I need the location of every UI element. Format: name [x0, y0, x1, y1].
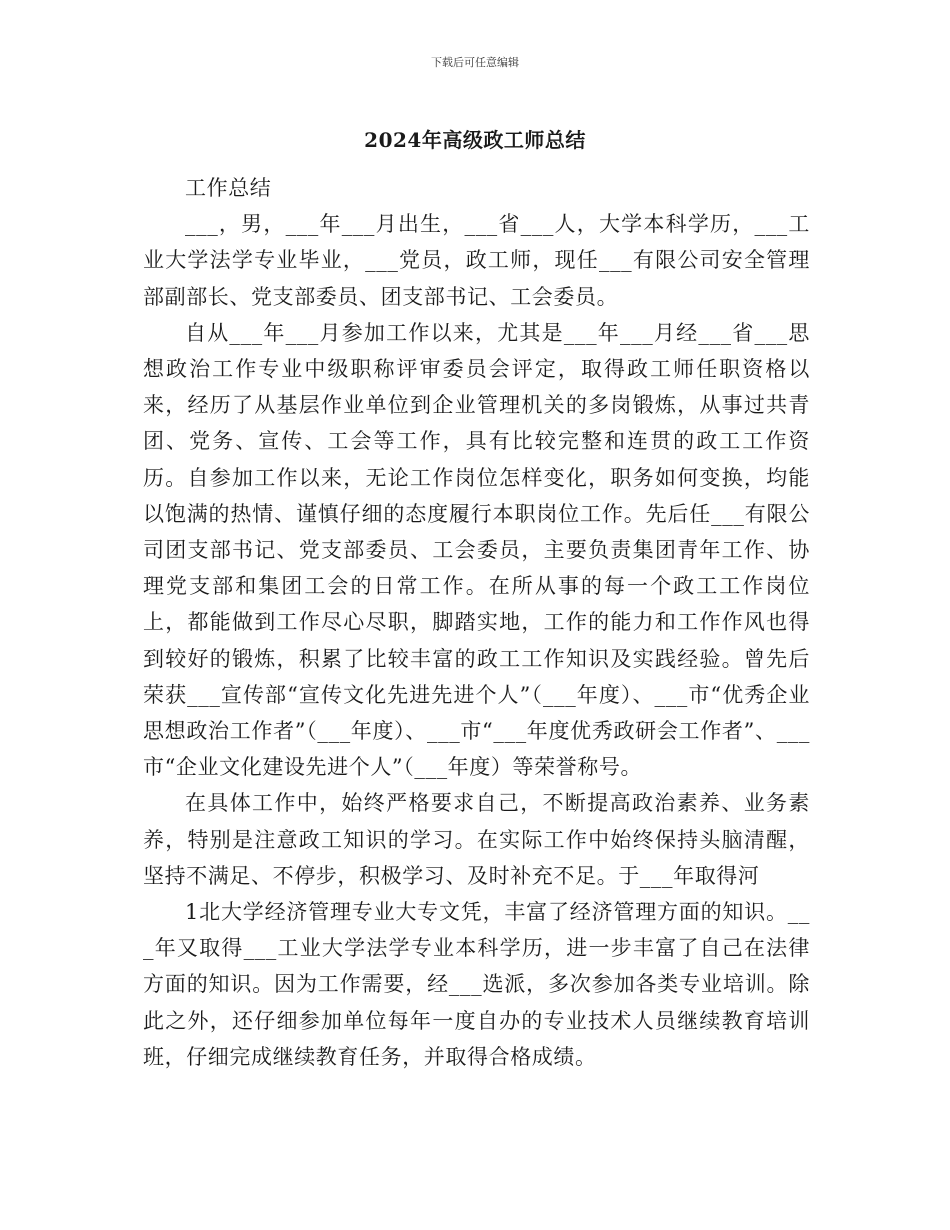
document-title: 2024年高级政工师总结 — [364, 128, 586, 152]
page-header-note: 下载后可任意编辑 — [431, 56, 519, 69]
paragraph-personal-info: ___，男，___年___月出生，___省___人，大学本科学历，___工业大学法学专业毕业，___党员，政工师，现任___有限公司安全管理部副部长、党支部委员、团支部书记、工会委员。 — [143, 212, 810, 309]
document-body — [143, 170, 810, 1075]
paragraph-study: 在具体工作中，始终严格要求自己，不断提高政治素养、业务素养，特别是注意政工知识的学习。在实际工作中始终保持头脑清醒，坚持不满足、不停步，积极学习、及时补充不足。于___年取得河 — [143, 791, 810, 888]
section-heading: 工作总结 — [185, 176, 272, 200]
paragraph-education: 1北大学经济管理专业大专文凭，丰富了经济管理方面的知识。___年又取得___工业大学法学专业本科学历，进一步丰富了自己在法律方面的知识。因为工作需要，经___选派，多次参加各类专业培训。除此之外，还仔细参加单位每年一度自办的专业技术人员继续教育培训班，仔细完成继续教育任务，并取得合格成绩。 — [143, 900, 810, 1069]
paragraph-work-history: 自从___年___月参加工作以来，尤其是___年___月经___省___思想政治工作专业中级职称评审委员会评定，取得政工师任职资格以来，经历了从基层作业单位到企业管理机关的多岗锻炼，从事过共青团、党务、宣传、工会等工作，具有比较完整和连贯的政工工作资历。自参加工作以来，无论工作岗位怎样变化，职务如何变换，均能以饱满的热情、谨慎仔细的态度履行本职岗位工作。先后任___有限公司团支部书记、党支部委员、工会委员，主要负责集团青年工作、协理党支部和集团工会的日常工作。在所从事的每一个政工工作岗位上，都能做到工作尽心尽职，脚踏实地，工作的能力和工作作风也得到较好的锻炼，积累了比较丰富的政工工作知识及实践经验。曾先后荣获___宣传部“宣传文化先进先进个人”（___年度）、___市“优秀企业思想政治工作者”（___年度）、___市“___年度优秀政研会工作者”、___市“企业文化建设先进个人”（___年度）等荣誉称号。 — [143, 320, 810, 780]
